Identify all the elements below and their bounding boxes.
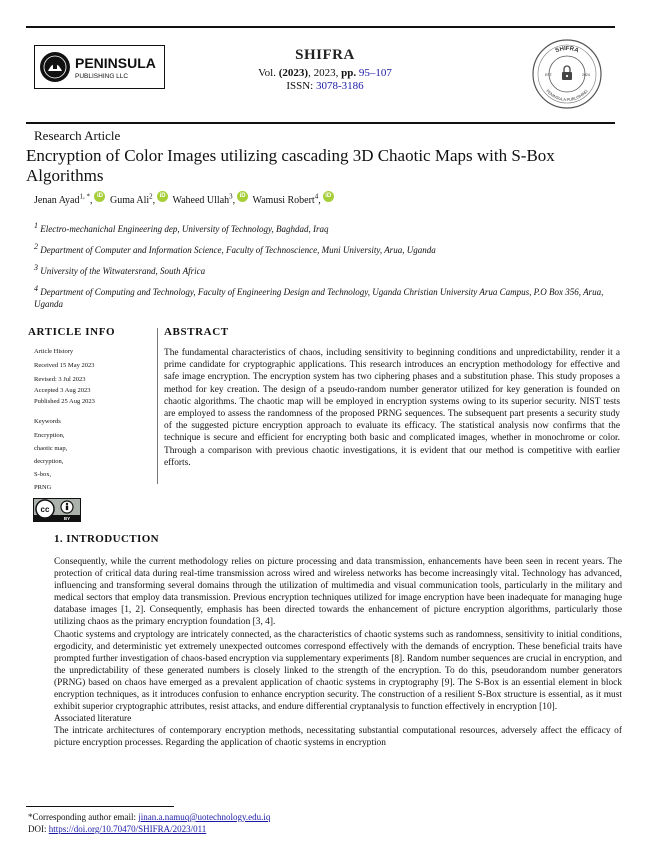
- author: [172, 192, 250, 206]
- doi-line: [28, 823, 270, 835]
- abstract-heading: ABSTRACT: [164, 326, 229, 338]
- seal-est: EST.: [545, 73, 553, 77]
- author-affiliation-sup: 3: [229, 192, 233, 201]
- journal-name: SHIFRA: [295, 47, 355, 63]
- affiliation-text: Electro-mechanichal Engineering dep, University of Technology, Baghdad, Iraq: [40, 224, 329, 234]
- footnote-rule: [26, 806, 174, 807]
- seal-text-bottom: PENINSULA PUBLISHING: [545, 88, 589, 103]
- author: [109, 192, 170, 206]
- issn-label: ISSN:: [286, 80, 316, 92]
- keyword: Encryption,: [34, 432, 65, 439]
- corresponding-email-link[interactable]: jinan.a.namuq@uotechnology.edu.iq: [138, 812, 271, 822]
- keyword: PRNG: [34, 484, 52, 491]
- page-range: 95–107: [358, 67, 392, 79]
- received-date: Received 15 May 2023: [34, 362, 95, 369]
- license-label: BY: [63, 516, 71, 521]
- introduction-paragraph: Consequently, while the current methodology relies on picture processing and data transmission, enhancements have been seen in recent years. The protection of critical data during real-time transmission across wired and wireless networks has become increasingly vital. Technology has advanced, influencing and transforming several domains through the utilization of multimedia and visual communication tools, particularly in the military and medical sectors that employ data transmission. Previous encryption techniques utilized for image encryption have been inadequate for managing huge database images [1, 2]. Consequently, emphasis has been directed towards the enhancement of picture encryption algorithms, particularly those utilizing chaos as the primary encryption foundation [3, 4].: [54, 557, 622, 628]
- author-name: Guma Ali: [109, 195, 150, 206]
- publisher-name: PENINSULA: [75, 55, 156, 71]
- footnote: [28, 811, 270, 835]
- affiliation-text: Department of Computer and Information Science, Faculty of Technoscience, Muni University, Arua, Uganda: [40, 245, 436, 255]
- article-title: Encryption of Color Images utilizing cascading 3D Chaotic Maps with S-Box Algorithms: [26, 146, 555, 185]
- publisher-logo: [34, 45, 165, 89]
- affiliation: [34, 262, 624, 277]
- seal-year: 2024: [582, 73, 590, 77]
- affiliation-text: University of the Witwatersrand, South Africa: [40, 266, 206, 276]
- journal-seal-logo: [531, 38, 603, 110]
- doi-label: DOI:: [28, 824, 49, 834]
- keyword: S-box,: [34, 471, 52, 478]
- abstract-text: The fundamental characteristics of chaos, including sensitivity to beginning conditions and unpredictability, render it a prime candidate for cryptographic applications. This research introduces an encryption methodology for effective and safe image encryption. The encryption system has two ciphering phases and a substitution phase. This study proposes a method for key creation. The design of a pseudo-random number generator utilized for key generation is founded on chaotic algorithms. The chaotic map will be employed in encryption systems owing to its superior security. NIST tests are employed to assess the randomness of the proposed PRNG sequences. The subsequent part presents a security study of the suggested picture encryption approach to evaluate its efficacy. The statistical analysis now confirms that the technique is secure and efficient for encrypting both basic and complicated images, whether in monochrome or color. Through a comparison with previous chaotic investigations, it is evident that our method is competitive with earlier efforts.: [164, 348, 620, 468]
- affiliation-number: 4: [34, 284, 38, 293]
- author-affiliation-sup: 4: [314, 192, 319, 201]
- published-date: Published 25 Aug 2023: [34, 398, 95, 405]
- header-bottom-rule: [26, 122, 615, 124]
- affiliation-number: 3: [34, 263, 38, 272]
- keyword: decryption,: [34, 458, 64, 465]
- author-separator: ,: [232, 195, 236, 206]
- publisher-subname: PUBLISHING LLC: [75, 73, 129, 80]
- article-type: Research Article: [34, 128, 121, 143]
- author-separator: ,: [318, 195, 321, 206]
- orcid-icon[interactable]: iD: [157, 191, 168, 202]
- journal-volume: [250, 67, 400, 79]
- author-name: Jenan Ayad: [34, 195, 80, 206]
- affiliation-text: Department of Computing and Technology, Faculty of Engineering Design and Technology, Uganda Christian University Arua Campus, P.O Box 356, Arua, Uganda: [34, 287, 604, 309]
- affiliation: [34, 241, 624, 256]
- header-top-rule: [26, 26, 615, 28]
- author-separator: ,: [89, 195, 93, 206]
- vol-mid: , 2023,: [308, 67, 342, 79]
- svg-text:cc: cc: [40, 505, 50, 514]
- introduction-paragraph: Chaotic systems and cryptology are intricately connected, as the characteristics of chaotic systems such as randomness, sensitivity to initial conditions, ergodicity, and deterministic yet extremely unexpected outcomes correspond effectively with the demands of encryption. These beneficial traits have prompted further investigation of chaos-based encryption via supplementary experiments [8]. Random number sequences are crucial in encryption, and the unpredictability of these generated numbers is closely linked to the strength of the encryption. To do this, pseudorandom number generators (PRNG) based on chaos have emerged as a prevalent application of chaotic systems in cryptography [9]. The S-Box is an essential element in block encryption techniques, as it introduces confusion to enhance encryption security. The construction of a resilient S-Box structure is essential, as it must exhibit superior cryptographic attributes, resist attacks, and endure differential cryptanalysis to function effectively in encryption [10].: [54, 629, 622, 713]
- introduction-heading: 1. INTRODUCTION: [54, 533, 160, 545]
- author-affiliation-sup: 2: [149, 192, 153, 201]
- seal-text-top: SHIFRA: [554, 45, 580, 55]
- keywords-label: Keywords: [34, 418, 61, 425]
- revised-date: Revised: 3 Jul 2023: [34, 376, 86, 383]
- column-divider: [157, 328, 158, 484]
- cc-by-license-icon[interactable]: [33, 498, 81, 522]
- pp-label: pp.: [341, 67, 357, 79]
- keyword: chaotic map,: [34, 445, 68, 452]
- article-info-heading: ARTICLE INFO: [28, 326, 116, 338]
- author-separator: ,: [152, 195, 156, 206]
- orcid-icon[interactable]: iD: [323, 191, 334, 202]
- author-affiliation-sup: 1, *: [79, 192, 90, 201]
- orcid-icon[interactable]: iD: [237, 191, 248, 202]
- author: [34, 192, 107, 206]
- affiliation-number: 1: [34, 221, 38, 230]
- author-name: Wamusi Robert: [252, 195, 315, 206]
- affiliation-number: 2: [34, 242, 38, 251]
- author: [252, 192, 335, 206]
- corresponding-author: [28, 811, 270, 823]
- vol-year: (2023): [278, 67, 309, 79]
- article-info: [28, 326, 138, 522]
- introduction-paragraph: The intricate architectures of contemporary encryption methods, necessitating substantial computational resources, adversely affect the efficacy of picture encryption processes. Regarding the application of chaotic systems in encryption: [54, 726, 622, 749]
- issn-value: 3078-3186: [315, 80, 364, 92]
- accepted-date: Accepted 3 Aug 2023: [34, 387, 91, 394]
- vol-prefix: Vol.: [258, 67, 279, 79]
- author-name: Waheed Ullah: [172, 195, 230, 206]
- corr-label: *Corresponding author email:: [28, 812, 139, 822]
- introduction-paragraph: Associated literature: [54, 714, 132, 725]
- affiliations: [34, 220, 624, 316]
- introduction-body: [54, 556, 622, 750]
- affiliation: [34, 220, 624, 235]
- abstract-section: [164, 326, 620, 469]
- journal-info: [250, 47, 400, 92]
- author-list: [34, 191, 336, 206]
- doi-link[interactable]: https://doi.org/10.70470/SHIFRA/2023/011: [48, 824, 207, 834]
- journal-issn: [250, 80, 400, 92]
- orcid-icon[interactable]: iD: [94, 191, 105, 202]
- keywords-list: [28, 429, 138, 494]
- affiliation: [34, 283, 624, 310]
- history-label: Article History: [34, 348, 74, 355]
